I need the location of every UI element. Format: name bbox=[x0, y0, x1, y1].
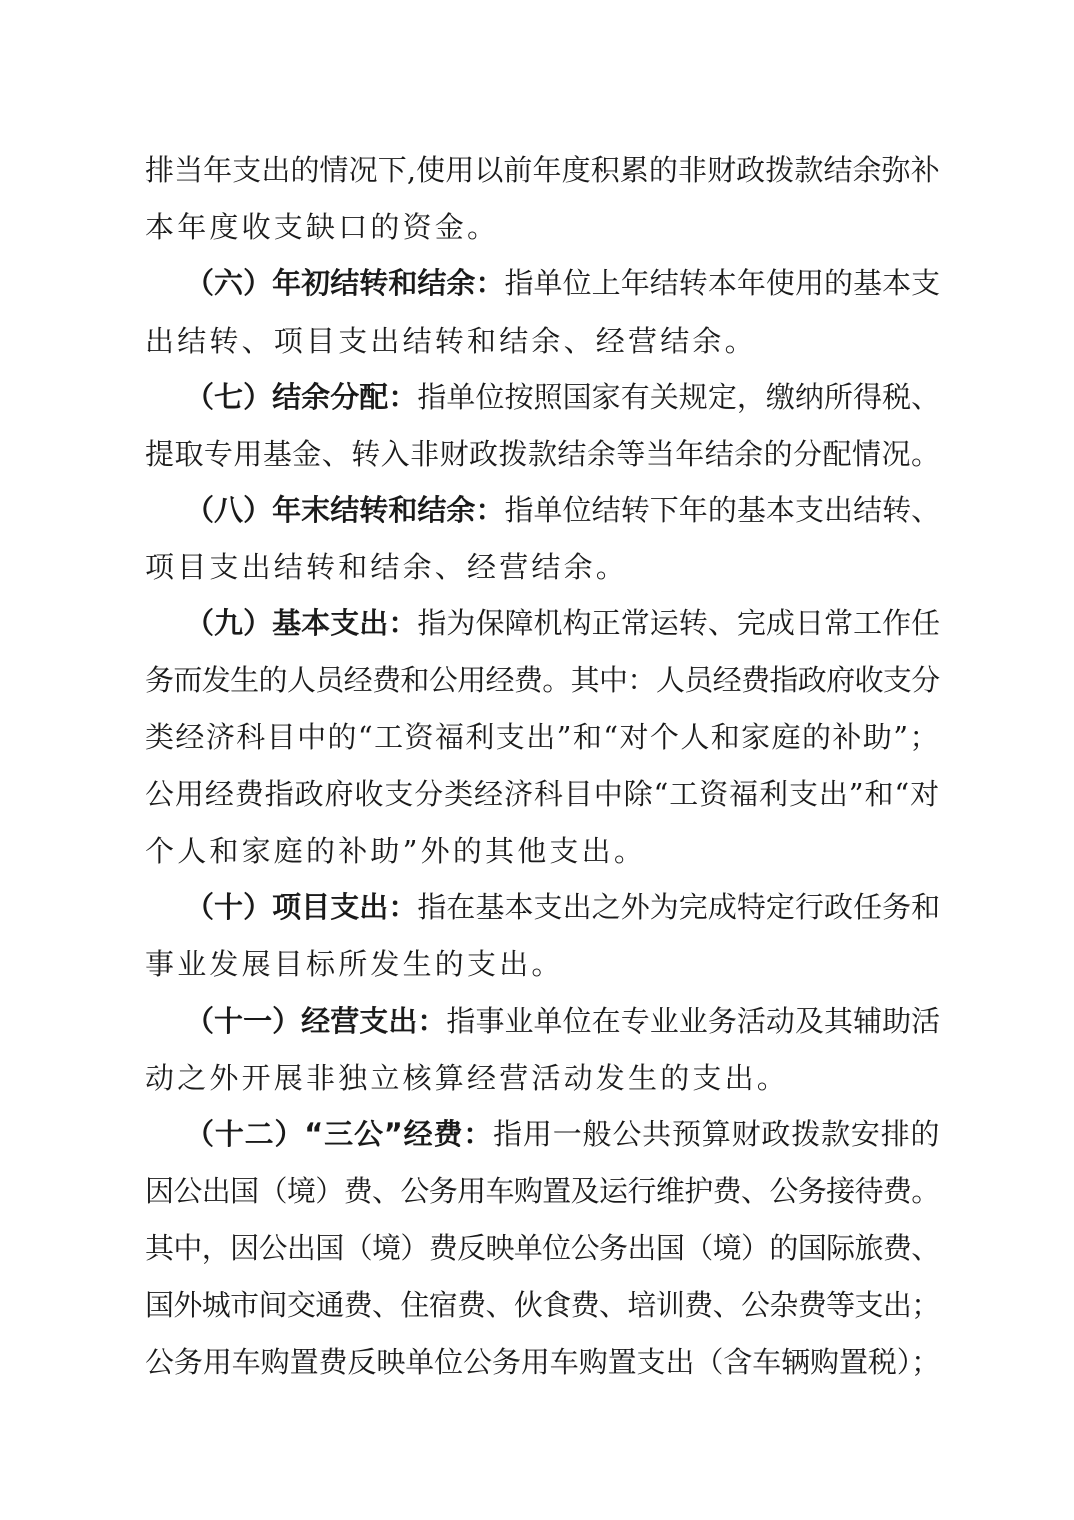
text-span: 指单位结转下年的基本支出结转、 bbox=[504, 493, 941, 527]
text-line: 本年度收支缺口的资金。 bbox=[145, 210, 500, 244]
text-line: 出结转、项目支出结转和结余、经营结余。 bbox=[145, 324, 757, 358]
text-span: 指在基本支出之外为完成特定行政任务和 bbox=[417, 890, 941, 924]
text-line: 事业发展目标所发生的支出。 bbox=[145, 947, 564, 981]
section-heading: （十二）“三公”经费： bbox=[185, 1117, 494, 1151]
paragraph-first-line bbox=[185, 486, 940, 534]
text-line: 类经济科目中的“工资福利支出”和“对个人和家庭的补助”； bbox=[145, 720, 940, 754]
text-span: 指单位按照国家有关规定，缴纳所得税、 bbox=[417, 380, 941, 414]
text-line: 项目支出结转和结余、经营结余。 bbox=[145, 550, 629, 584]
text-line: 务而发生的人员经费和公用经费。其中：人员经费指政府收支分 bbox=[145, 663, 940, 697]
text-line: 动之外开展非独立核算经营活动发生的支出。 bbox=[145, 1061, 790, 1095]
text-line: 提取专用基金、转入非财政拨款结余等当年结余的分配情况。 bbox=[145, 437, 941, 471]
text-span: 指事业单位在专业业务活动及其辅助活 bbox=[446, 1004, 941, 1038]
text-line: 公务用车购置费反映单位公务用车购置支出（含车辆购置税）； bbox=[145, 1345, 941, 1379]
text-line: 其中，因公出国（境）费反映单位公务出国（境）的国际旅费、 bbox=[145, 1231, 940, 1265]
paragraph-first-line bbox=[185, 997, 940, 1045]
text-line: 排当年支出的情况下,使用以前年度积累的非财政拨款结余弥补 bbox=[145, 153, 940, 187]
text-line: 国外城市间交通费、住宿费、伙食费、培训费、公杂费等支出； bbox=[145, 1288, 940, 1322]
text-span: 指为保障机构正常运转、完成日常工作任 bbox=[417, 606, 941, 640]
text-span: 指单位上年结转本年使用的基本支 bbox=[504, 266, 941, 300]
section-heading: （九）基本支出： bbox=[185, 606, 418, 640]
text-span: 指用一般公共预算财政拨款安排的 bbox=[493, 1117, 941, 1151]
paragraph-first-line bbox=[185, 1110, 940, 1158]
text-line: 个人和家庭的补助”外的其他支出。 bbox=[145, 834, 647, 868]
paragraph-first-line bbox=[185, 373, 940, 421]
section-heading: （七）结余分配： bbox=[185, 380, 418, 414]
section-heading: （八）年末结转和结余： bbox=[185, 493, 505, 527]
section-heading: （十）项目支出： bbox=[185, 890, 418, 924]
section-heading: （十一）经营支出： bbox=[185, 1004, 447, 1038]
text-line: 公用经费指政府收支分类经济科目中除“工资福利支出”和“对 bbox=[145, 777, 941, 811]
section-heading: （六）年初结转和结余： bbox=[185, 266, 505, 300]
text-line: 因公出国（境）费、公务用车购置及运行维护费、公务接待费。 bbox=[145, 1174, 940, 1208]
paragraph-first-line bbox=[185, 599, 940, 647]
paragraph-first-line bbox=[185, 883, 940, 931]
paragraph-first-line bbox=[185, 259, 940, 307]
